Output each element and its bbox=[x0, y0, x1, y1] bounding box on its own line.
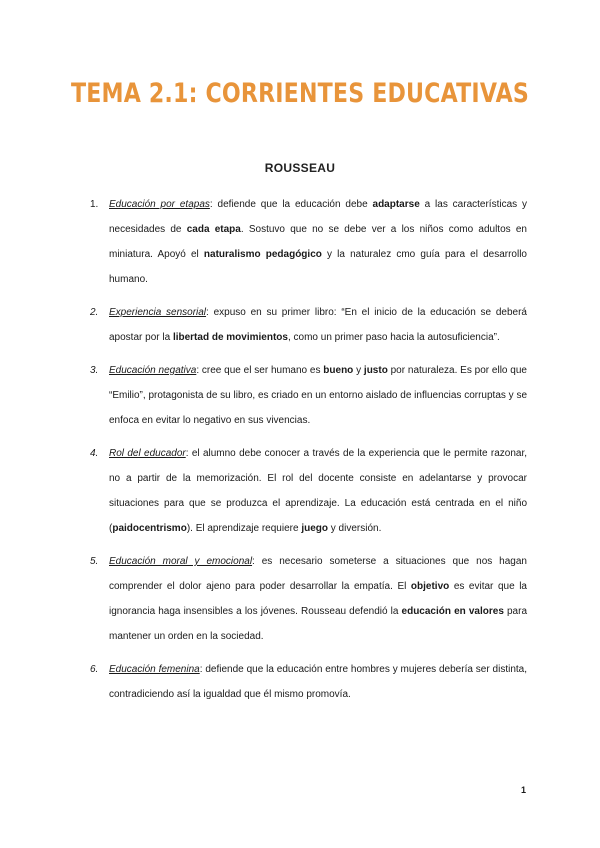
item-text: a las características y necesidades de bbox=[109, 199, 528, 235]
item-bold: educación en valores bbox=[401, 606, 504, 617]
item-text: y diversión. bbox=[328, 523, 382, 534]
page-number: 1 bbox=[520, 785, 526, 795]
section-title: ROUSSEAU bbox=[264, 161, 336, 175]
item-number: 2. bbox=[90, 307, 99, 318]
item-heading: Educación negativa bbox=[109, 365, 197, 376]
item-heading: Experiencia sensorial bbox=[109, 307, 207, 318]
item-text: . Sostuvo que no se debe ver a los niños como adultos en miniatura. Apoyó el bbox=[109, 224, 527, 260]
item-number: 3. bbox=[90, 365, 99, 376]
item-bold: bueno bbox=[323, 365, 354, 376]
item-bold: juego bbox=[301, 523, 328, 534]
item-number: 1. bbox=[90, 199, 99, 210]
list-item bbox=[90, 657, 527, 707]
item-text: : defiende que la educación debe bbox=[209, 199, 373, 210]
item-text: : es necesario someterse a situaciones que nos hagan comprender el dolor ajeno para poder desarrollar la empatía. El bbox=[109, 556, 527, 592]
item-bold: justo bbox=[363, 365, 388, 376]
list-item bbox=[90, 300, 527, 350]
item-text: y la naturalez cmo guía para el desarrollo humano. bbox=[109, 249, 527, 285]
item-heading: Educación femenina bbox=[109, 664, 200, 675]
list-item bbox=[90, 549, 527, 649]
topic-list bbox=[90, 192, 527, 715]
item-bold: cada etapa bbox=[186, 224, 241, 235]
item-bold: naturalismo pedagógico bbox=[203, 249, 322, 260]
item-text: por naturaleza. Es por ello que “Emilio”, protagonista de su libro, es criado en un entorno aislado de influencias corruptas y se enfoca en evitar lo negativo en sus vivencias. bbox=[109, 365, 528, 426]
list-item bbox=[90, 192, 527, 292]
item-text: es evitar que la ignorancia haga insensibles a los jóvenes. Rousseau defendió la bbox=[109, 581, 527, 617]
item-text: , como un primer paso hacia la autosuficiencia”. bbox=[287, 332, 500, 343]
item-text: ). El aprendizaje requiere bbox=[186, 523, 302, 534]
item-text: : expuso en su primer libro: “En el inicio de la educación se deberá apostar por la bbox=[109, 307, 527, 343]
item-text: para mantener un orden en la sociedad. bbox=[109, 606, 528, 642]
item-heading: Rol del educador bbox=[109, 448, 186, 459]
item-text: : defiende que la educación entre hombres y mujeres debería ser distinta, contradiciendo así la igualdad que él mismo promovía. bbox=[109, 664, 527, 700]
list-item bbox=[90, 358, 527, 433]
item-bold: objetivo bbox=[410, 581, 450, 592]
item-number: 6. bbox=[90, 664, 99, 675]
item-bold: libertad de movimientos bbox=[172, 332, 288, 343]
item-text: y bbox=[353, 365, 364, 376]
item-heading: Educación moral y emocional bbox=[109, 556, 253, 567]
item-number: 5. bbox=[90, 556, 99, 567]
item-bold: adaptarse bbox=[372, 199, 420, 210]
page-title: TEMA 2.1: CORRIENTES EDUCATIVAS bbox=[70, 78, 530, 109]
list-item bbox=[90, 441, 527, 541]
item-heading: Educación por etapas bbox=[109, 199, 210, 210]
item-text: : el alumno debe conocer a través de la experiencia que le permite razonar, no a partir de la memorización. El rol del docente consiste en adelantarse y provocar situaciones para que se produzca el aprendizaje. La educación está centrada en el niño ( bbox=[109, 448, 527, 534]
item-text: : cree que el ser humano es bbox=[196, 365, 324, 376]
item-bold: paidocentrismo bbox=[112, 523, 187, 534]
item-number: 4. bbox=[90, 448, 99, 459]
